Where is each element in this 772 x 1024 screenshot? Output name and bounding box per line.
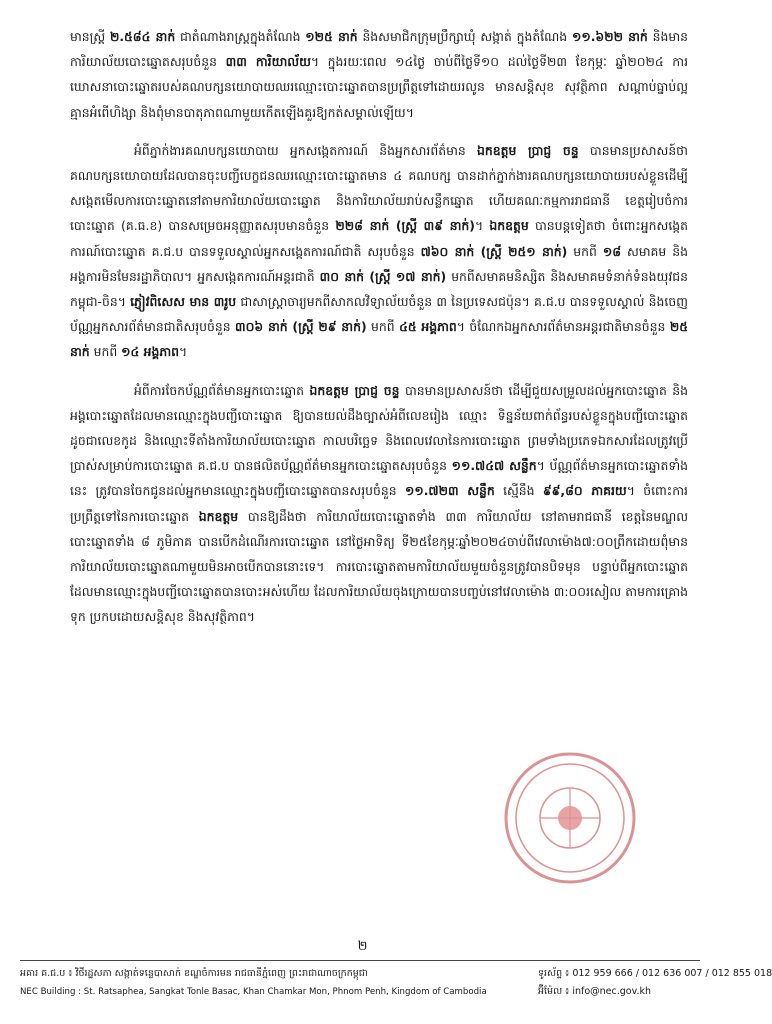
text-run: មានស្ត្រី bbox=[70, 29, 110, 44]
text-run: សមាគម និងអង្គការមិនមែនរដ្ឋាភិបាល។ អ្នកសង្កេតការណ៍អន្តរជាតិ bbox=[70, 243, 688, 284]
bold-text-run: ១៤ អង្គភាព bbox=[121, 344, 180, 360]
text-run: ស្មើនឹង bbox=[494, 483, 543, 499]
paragraph bbox=[70, 378, 688, 630]
bold-text-run: ២.៥៨៤ នាក់ bbox=[109, 29, 176, 44]
text-run: បានមានប្រសាសន៍ថា ដើម្បីជួយសម្រួលដល់អ្នកបោះឆ្នោត និងអង្គបោះឆ្នោតដែលមានឈ្មោះក្នុងបញ្ជីបោះឆ្នោត ឱ្យបានយល់ដឹងច្បាស់អំពីលេខរៀង ឈ្មោះ ទិន្នន័យពាក់ព័ន្ធរបស់ខ្លួនក្នុងបញ្ជីបោះឆ្នោត ដូចជាលេខកូដ និងឈ្មោះទីតាំងការិយាល័យបោះឆ្នោត កាលបរិច្ឆេទ និងពេលវេលានៃការបោះឆ្នោត ព្រមទាំងប្រភេទឯកសារដែលត្រូវប្រើប្រាស់សម្រាប់ការបោះឆ្នោត គ.ជ.ប បានផលិតប័ណ្ណព័ត៌មានអ្នកបោះឆ្នោតសរុបចំនួន bbox=[70, 382, 689, 474]
bold-text-run: ៤៥ អង្គភាព bbox=[399, 319, 457, 335]
text-run: បានមានប្រសាសន៍ថា គណបក្សនយោបាយដែលបានចុះបញ្ជីបេក្ខជនឈរឈ្មោះបោះឆ្នោតមាន ៤ គណបក្ស បានដាក់ភ្នាក់ងារគណបក្សនយោបាយរបស់ខ្លួនដើម្បីសង្កេតមើលការបោះឆ្នោតនៅតាមការិយាល័យបោះឆ្នោត និងការិយាល័យរាប់សន្លឹកឆ្នោត ហើយគណៈកម្មការរាជធានី ខេត្តរៀបចំការបោះឆ្នោត (គ.ធ.ខ) បានសម្រេចអនុញ្ញាតសរុបមានចំនួន bbox=[70, 142, 688, 234]
paragraph bbox=[70, 138, 688, 365]
bold-text-run: ភ្ញៀវពិសេស មាន ៣រូប bbox=[130, 294, 237, 310]
bold-text-run: ៣០ នាក់ (ស្ត្រី ១៧ នាក់) bbox=[319, 268, 447, 284]
text-run: អំពីភ្នាក់ងារគណបក្សនយោបាយ អ្នកសង្កេតការណ៍ និងអ្នកសារព័ត៌មាន bbox=[134, 142, 477, 158]
text-run: ។ bbox=[474, 218, 490, 234]
text-run: មកពីសមាគមនិស្សិត និងសមាគមទំនាក់ទំនងយុវជនកម្ពុជា-ចិន។ bbox=[70, 268, 688, 310]
bold-text-run: ៣៣ ការិយាល័យ bbox=[225, 54, 311, 70]
text-run: មកពី bbox=[567, 243, 603, 259]
text-run: មកពី bbox=[89, 344, 122, 360]
page-number: ២ bbox=[357, 939, 368, 954]
bold-text-run: ១៨ bbox=[602, 243, 621, 259]
bold-text-run: ៣០៦ នាក់ (ស្ត្រី ២៩ នាក់) bbox=[235, 319, 367, 335]
bold-text-run: ១១.៦២២ នាក់ bbox=[571, 29, 648, 44]
text-run: ជាតំណាងរាស្ត្រក្នុងតំណែង bbox=[175, 29, 306, 44]
bold-text-run: ២២៨ នាក់ (ស្ត្រី ៣៩ នាក់) bbox=[335, 218, 475, 234]
text-run: បានបន្តទៀតថា ចំពោះអ្នកសង្កេតការណ៍បោះឆ្នោត គ.ជ.ប បានទទួលស្គាល់អ្នកសង្កេតការណ៍ជាតិ សរុបចំនួន bbox=[70, 218, 688, 259]
footer-address-khmer: អគារ គ.ជ.ប ៖ វិថីរដ្ឋសភា សង្កាត់ទន្លេបាសាក់ ខណ្ឌចំការមន រាជធានីភ្នំពេញ ព្រះរាជាណាចក្រកម្ពុជា bbox=[20, 968, 368, 979]
bold-text-run: ២៥ នាក់ bbox=[70, 319, 688, 360]
text-run: និងមានការិយាល័យបោះឆ្នោតសរុបចំនួន bbox=[70, 29, 688, 70]
text-run: ។ ចំពោះការប្រព្រឹត្តទៅនៃការបោះឆ្នោត bbox=[70, 483, 688, 524]
official-seal-stamp bbox=[500, 748, 640, 888]
text-run: មកពី bbox=[366, 319, 400, 335]
footer-address bbox=[20, 965, 490, 1001]
footer-phone: ទូរស័ព្ទ ៖ 012 959 666 / 012 636 007 / 012 855 018 bbox=[538, 968, 772, 979]
bold-text-run: ឯកឧត្តម ប្រាជ្ញ ចន្ទ bbox=[476, 142, 579, 158]
bold-text-run: ៧៦០ នាក់ (ស្ត្រី ២៥១ នាក់) bbox=[420, 243, 568, 259]
bold-text-run: ឯកឧត្តម bbox=[489, 218, 529, 234]
text-run: អំពីការចែកប័ណ្ណព័ត៌មានអ្នកបោះឆ្នោត bbox=[134, 382, 310, 398]
bold-text-run: ១២៥ នាក់ bbox=[305, 29, 358, 44]
text-run: ជាសាស្ត្រាចារ្យមកពីសាកលវិទ្យាល័យចំនួន ៣ នៃប្រទេសជប៉ុន។ គ.ជ.ប បានទទួលស្គាល់ និងចេញប័ណ្ណអ្នកសារព័ត៌មានជាតិសរុបចំនួន bbox=[70, 294, 688, 335]
footer-address-english: NEC Building : St. Ratsaphea, Sangkat Tonle Basac, Khan Chamkar Mon, Phnom Penh, Kingdom of Cambodia bbox=[20, 987, 487, 997]
document-body bbox=[70, 24, 688, 630]
footer-contact bbox=[538, 965, 772, 1001]
text-run: ។ ចំណែកឯអ្នកសារព័ត៌មានអន្តរជាតិមានចំនួន bbox=[456, 319, 670, 335]
footer-email: អ៊ីម៉ែល ៖ info@nec.gov.kh bbox=[538, 986, 652, 997]
bold-text-run: ១១.៧៤៧ សន្លឹក bbox=[451, 458, 537, 474]
text-run: និងសមាជិកក្រុមប្រឹក្សាឃុំ សង្កាត់ ក្នុងតំណែង bbox=[357, 29, 572, 44]
text-run: ។ ក្នុងរយៈពេល ១៤ថ្ងៃ ចាប់ពីថ្ងៃទី១០ ដល់ថ្ងៃទី២៣ ខែកុម្ភៈ ឆ្នាំ២០២៤ ការឃោសនាបោះឆ្នោតរបស់គណបក្សនយោបាយឈរឈ្មោះបោះឆ្នោតបានប្រព្រឹត្តទៅដោយរលូន មានសន្តិសុខ សុវត្ថិភាព សណ្តាប់ធ្នាប់ល្អ គ្មានអំពើហិង្សា និងពុំមានបាតុភាពណាមួយកើតឡើងគួរឱ្យកត់សម្គាល់ឡើយ។ bbox=[70, 54, 688, 120]
bold-text-run: ឯកឧត្តម bbox=[198, 508, 239, 524]
bold-text-run: ១១.៧២៣ សន្លឹក bbox=[404, 483, 495, 499]
bold-text-run: ៩៩,៨០ ភាគរយ bbox=[542, 483, 627, 499]
page-footer bbox=[20, 960, 772, 1009]
text-run: បានឱ្យដឹងថា ការិយាល័យបោះឆ្នោតទាំង ៣៣ ការិយាល័យ នៅតាមរាជធានី ខេត្តនៃមណ្ឌលបោះឆ្នោតទាំង ៨ ភូមិភាគ បានបើកដំណើរការបោះឆ្នោត នៅថ្ងៃអាទិត្យ ទី២៥ខែកុម្ភៈឆ្នាំ២០២៤ចាប់ពីវេលាម៉ោង៧:០០ព្រឹកដោយពុំមានការិយាល័យបោះឆ្នោតណាមួយមិនអាចបើកបាននោះទេ។ ការបោះឆ្នោតតាមការិយាល័យមួយចំនួនត្រូវបានបិទមុន បន្ទាប់ពីអ្នកបោះឆ្នោតដែលមានឈ្មោះក្នុងបញ្ជីបោះឆ្នោតបានបោះអស់ហើយ ដែលការិយាល័យចុងក្រោយបានបញ្ចប់នៅវេលាម៉ោង ៣:០០រសៀល តាមការគ្រោងទុក ប្រកបដោយសន្តិសុខ និងសុវត្ថិភាព។ bbox=[70, 508, 688, 625]
bold-text-run: ឯកឧត្តម ប្រាជ្ញ ចន្ទ bbox=[309, 382, 400, 398]
paragraph bbox=[70, 24, 688, 125]
text-run: ។ bbox=[179, 344, 188, 360]
text-run: ។ ប័ណ្ណព័ត៌មានអ្នកបោះឆ្នោតទាំងនេះ ត្រូវបានចែកជូនដល់អ្នកមានឈ្មោះក្នុងបញ្ជីបោះឆ្នោតបានសរុបចំនួន bbox=[70, 458, 688, 499]
